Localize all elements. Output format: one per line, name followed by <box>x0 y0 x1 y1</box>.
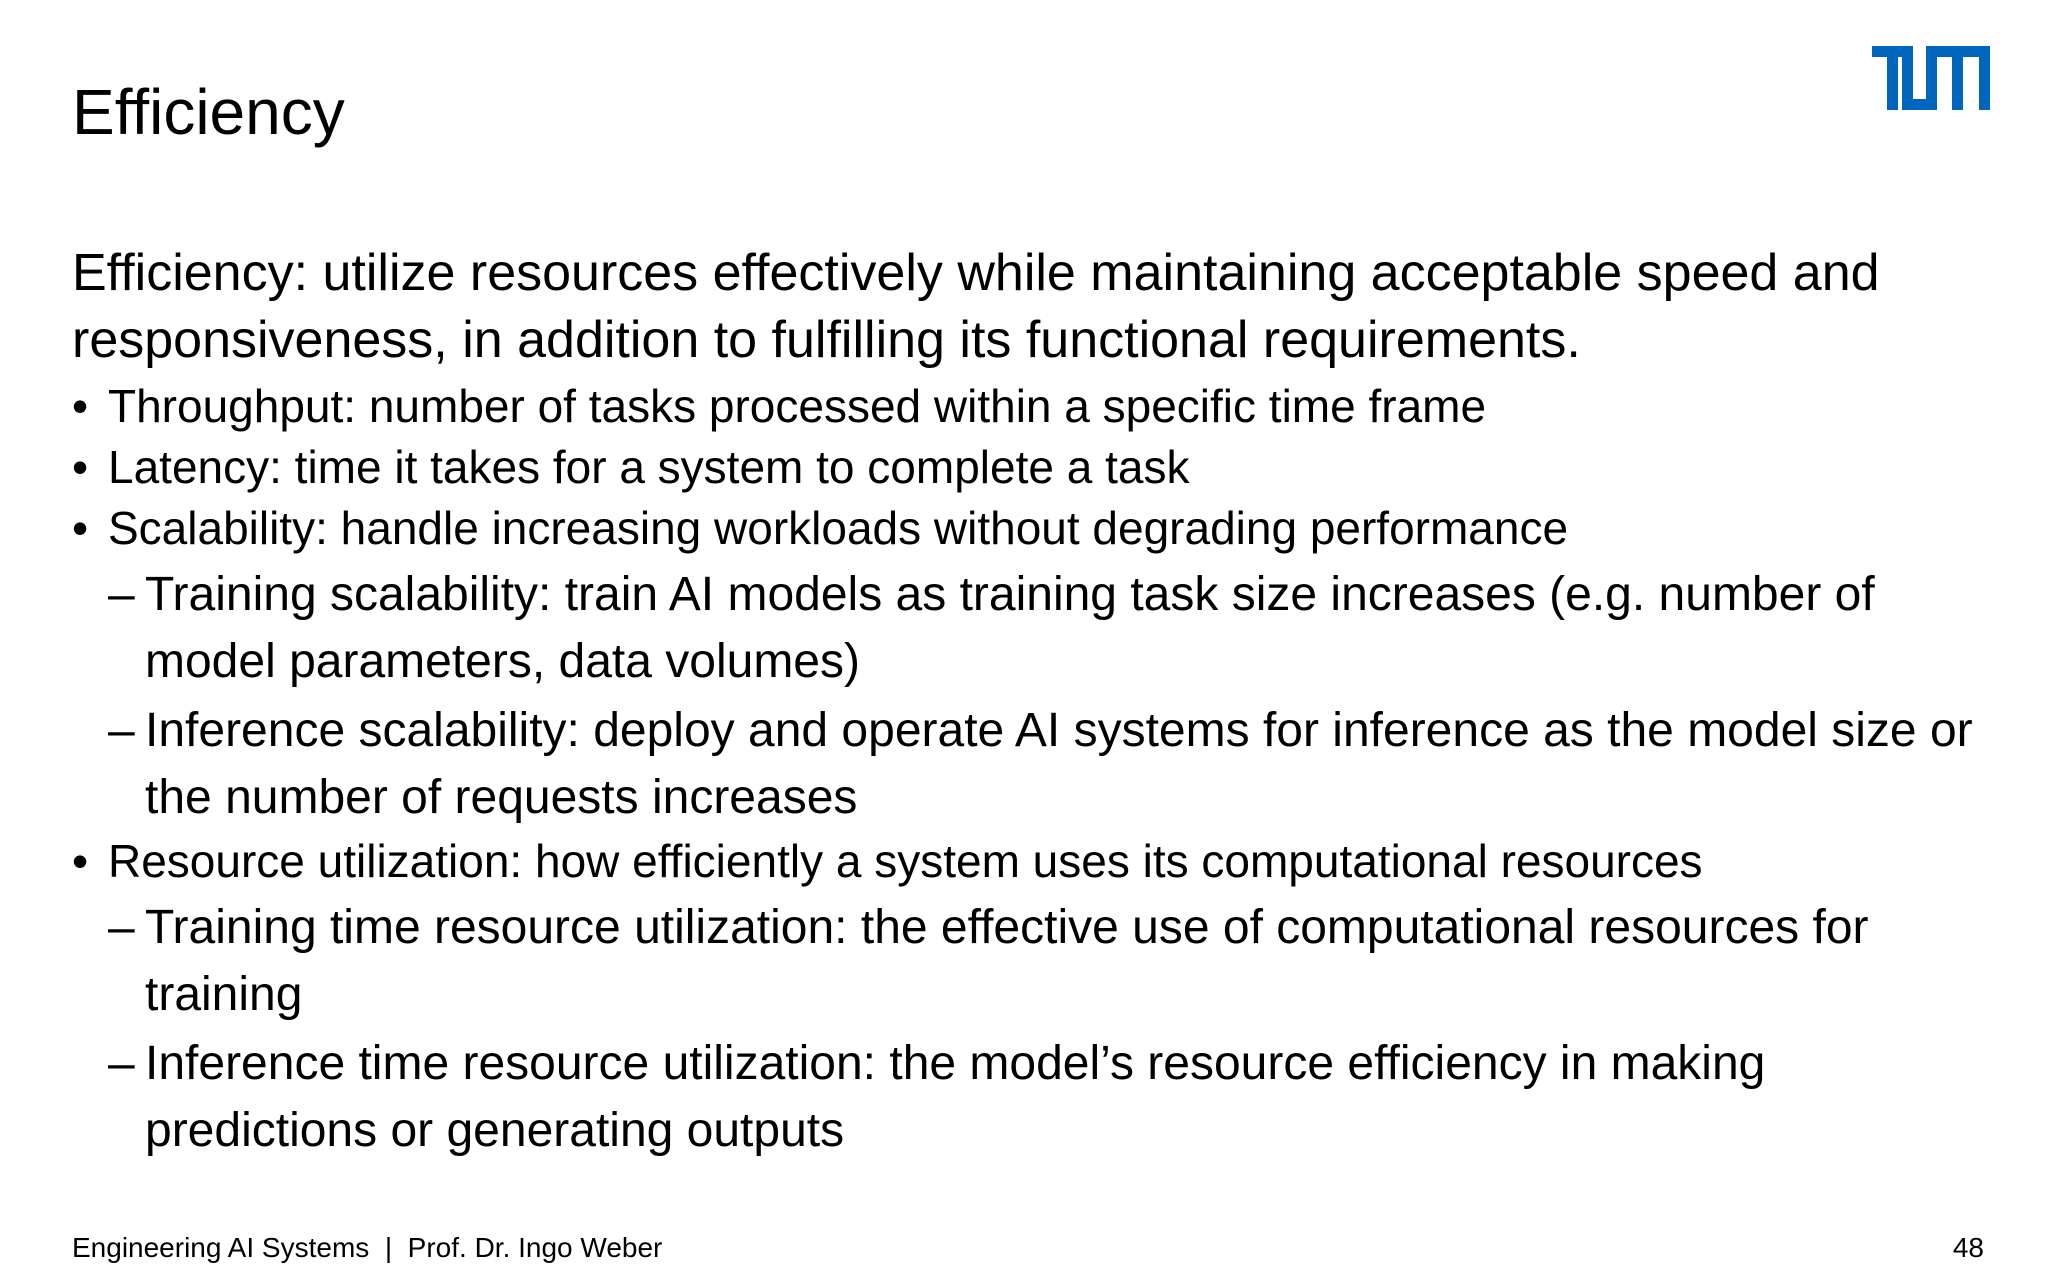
sub-list-item <box>72 697 1992 831</box>
list-item-text: Scalability: handle increasing workloads without degrading performance <box>108 502 1569 554</box>
tum-logo-icon <box>1872 46 1990 110</box>
bullet-marker: • <box>72 441 89 493</box>
dash-marker: – <box>108 901 135 954</box>
list-item-text: Throughput: number of tasks processed within a specific time frame <box>108 380 1487 432</box>
list-item <box>72 498 1992 559</box>
list-item <box>72 831 1992 892</box>
list-item <box>72 437 1992 498</box>
slide-title: Efficiency <box>72 76 345 148</box>
bullet-marker: • <box>72 502 89 554</box>
sub-list-item <box>72 1030 1992 1164</box>
sub-list-item-text: Inference scalability: deploy and operate AI systems for inference as the model size or the number of requests increases <box>145 704 1973 824</box>
sub-list-item-text: Training scalability: train AI models as training task size increases (e.g. number of model parameters, data volumes) <box>145 568 1875 688</box>
sub-list-item-text: Training time resource utilization: the effective use of computational resources for training <box>145 901 1869 1021</box>
sub-list-item <box>72 561 1992 695</box>
intro-paragraph: Efficiency: utilize resources effectively while maintaining acceptable speed and responsiveness, in addition to fulfilling its functional requirements. <box>72 244 1880 369</box>
bullet-marker: • <box>72 835 89 887</box>
page-number: 48 <box>1952 1232 1984 1263</box>
slide-body <box>72 240 1992 1164</box>
dash-marker: – <box>108 704 135 757</box>
dash-marker: – <box>108 1037 135 1090</box>
list-item <box>72 376 1992 437</box>
bullet-marker: • <box>72 380 89 432</box>
list-item-text: Latency: time it takes for a system to complete a task <box>108 441 1190 493</box>
sub-list-item <box>72 894 1992 1028</box>
sub-list-item-text: Inference time resource utilization: the model’s resource efficiency in making predictions or generating outputs <box>145 1037 1766 1157</box>
footer-course-author: Engineering AI Systems | Prof. Dr. Ingo Weber <box>72 1232 663 1263</box>
list-item-text: Resource utilization: how efficiently a system uses its computational resources <box>108 835 1703 887</box>
dash-marker: – <box>108 568 135 621</box>
